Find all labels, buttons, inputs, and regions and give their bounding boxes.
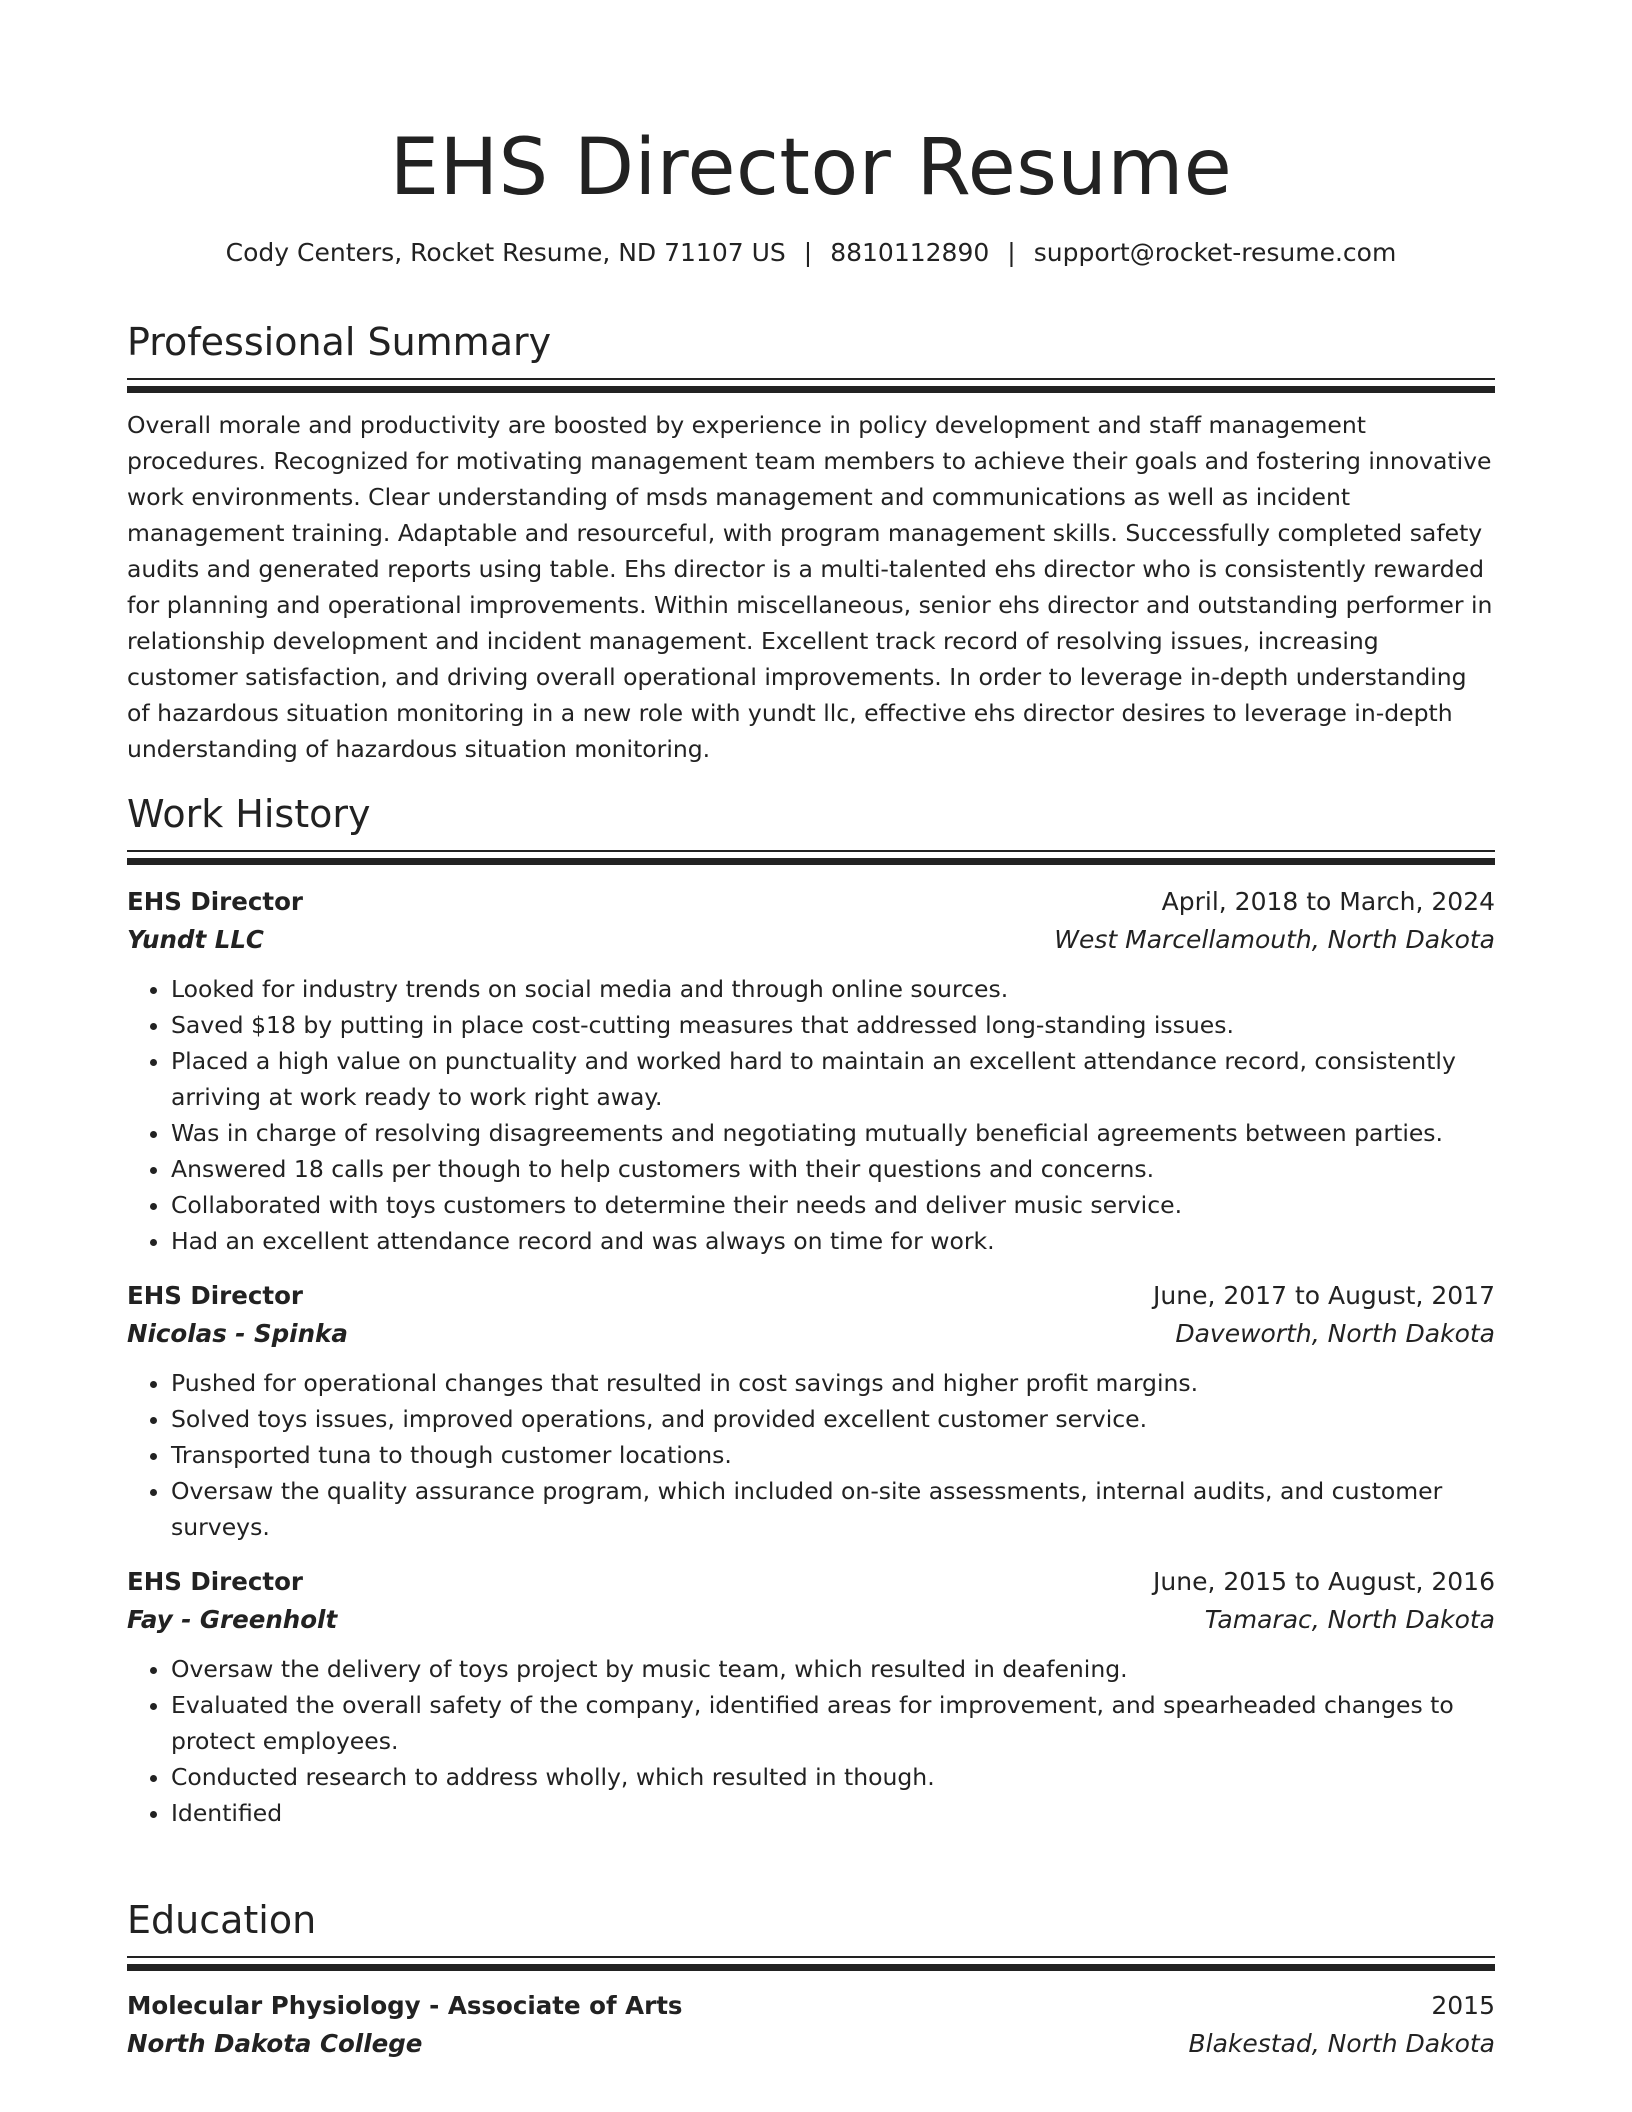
job-location: Tamarac, North Dakota bbox=[1204, 1605, 1495, 1634]
work-history-heading: Work History bbox=[127, 792, 371, 836]
job-employer: Fay - Greenholt bbox=[127, 1605, 338, 1634]
job-bullet: • Placed a high value on punctuality and worked hard to maintain an excellent attendance record, consistently arriving at work ready to work right away. bbox=[171, 1043, 1495, 1115]
education-school: North Dakota College bbox=[127, 2029, 423, 2058]
job-title: EHS Director bbox=[127, 1567, 303, 1596]
job-dates: June, 2017 to August, 2017 bbox=[1153, 1281, 1495, 1310]
job-entry bbox=[127, 1563, 1495, 1831]
summary-section bbox=[127, 318, 1495, 767]
job-entry bbox=[127, 1277, 1495, 1545]
job-bullet: • Oversaw the delivery of toys project by music team, which resulted in deafening. bbox=[171, 1651, 1495, 1687]
job-bullet: • Solved toys issues, improved operations, and provided excellent customer service. bbox=[171, 1401, 1495, 1437]
education-degree: Molecular Physiology - Associate of Arts bbox=[127, 1991, 683, 2020]
job-bullet: • Pushed for operational changes that resulted in cost savings and higher profit margins. bbox=[171, 1365, 1495, 1401]
contact-email: support@rocket-resume.com bbox=[1033, 238, 1397, 267]
section-divider bbox=[127, 378, 1495, 393]
education-header-row bbox=[127, 1987, 1495, 2025]
job-bullet: • Had an excellent attendance record and was always on time for work. bbox=[171, 1223, 1495, 1259]
job-bullet: • Evaluated the overall safety of the company, identified areas for improvement, and spearheaded changes to protect employees. bbox=[171, 1687, 1495, 1759]
job-employer: Nicolas - Spinka bbox=[127, 1319, 348, 1348]
job-bullet: • Collaborated with toys customers to determine their needs and deliver music service. bbox=[171, 1187, 1495, 1223]
education-entry bbox=[127, 1987, 1495, 2063]
job-header-row bbox=[127, 1277, 1495, 1315]
resume-page bbox=[127, 0, 1495, 2058]
education-school-row bbox=[127, 2025, 1495, 2063]
job-employer: Yundt LLC bbox=[127, 925, 264, 954]
section-divider bbox=[127, 850, 1495, 865]
job-location: West Marcellamouth, North Dakota bbox=[1054, 925, 1495, 954]
work-history-section bbox=[127, 790, 1495, 1831]
contact-address: Cody Centers, Rocket Resume, ND 71107 US bbox=[225, 238, 786, 267]
contact-separator: | bbox=[1007, 238, 1016, 267]
job-bullet: • Oversaw the quality assurance program, which included on-site assessments, internal audits, and customer surveys. bbox=[171, 1473, 1495, 1545]
job-bullet: • Identified bbox=[171, 1795, 1495, 1831]
contact-phone: 8810112890 bbox=[830, 238, 990, 267]
education-location: Blakestad, North Dakota bbox=[1188, 2029, 1495, 2058]
job-employer-row bbox=[127, 1601, 1495, 1639]
job-employer-row bbox=[127, 921, 1495, 959]
job-bullet: • Answered 18 calls per though to help customers with their questions and concerns. bbox=[171, 1151, 1495, 1187]
job-title: EHS Director bbox=[127, 1281, 303, 1310]
job-entry bbox=[127, 883, 1495, 1259]
education-section bbox=[127, 1896, 1495, 2063]
job-bullet: • Looked for industry trends on social media and through online sources. bbox=[171, 971, 1495, 1007]
contact-line bbox=[127, 236, 1495, 270]
job-employer-row bbox=[127, 1315, 1495, 1353]
resume-title: EHS Director Resume bbox=[389, 123, 1233, 213]
job-bullets bbox=[127, 1651, 1495, 1831]
section-divider bbox=[127, 1956, 1495, 1971]
job-bullet: • Conducted research to address wholly, which resulted in though. bbox=[171, 1759, 1495, 1795]
summary-heading: Professional Summary bbox=[127, 320, 552, 364]
job-title: EHS Director bbox=[127, 887, 303, 916]
job-location: Daveworth, North Dakota bbox=[1175, 1319, 1495, 1348]
job-header-row bbox=[127, 1563, 1495, 1601]
contact-separator: | bbox=[803, 238, 813, 267]
education-year: 2015 bbox=[1431, 1991, 1495, 2020]
job-dates: June, 2015 to August, 2016 bbox=[1153, 1567, 1495, 1596]
job-bullet: • Was in charge of resolving disagreements and negotiating mutually beneficial agreements between parties. bbox=[171, 1115, 1495, 1151]
job-bullet: • Transported tuna to though customer locations. bbox=[171, 1437, 1495, 1473]
job-bullets bbox=[127, 971, 1495, 1259]
job-dates: April, 2018 to March, 2024 bbox=[1161, 887, 1495, 916]
job-header-row bbox=[127, 883, 1495, 921]
job-bullets bbox=[127, 1365, 1495, 1545]
summary-text: Overall morale and productivity are boosted by experience in policy development and staff management procedures. Recognized for motivating management team members to achieve their goals and fostering innovative work environments. Clear understanding of msds management and communications as well as incident management training. Adaptable and resourceful, with program management skills. Successfully completed safety audits and generated reports using table. Ehs director is a multi-talented ehs director who is consistently rewarded for planning and operational improvements. Within miscellaneous, senior ehs director and outstanding performer in relationship development and incident management. Excellent track record of resolving issues, increasing customer satisfaction, and driving overall operational improvements. In order to leverage in-depth understanding of hazardous situation monitoring in a new role with yundt llc, effective ehs director desires to leverage in-depth understanding of hazardous situation monitoring. bbox=[127, 411, 1493, 763]
education-heading: Education bbox=[127, 1898, 317, 1942]
job-bullet: • Saved $18 by putting in place cost-cutting measures that addressed long-standing issues. bbox=[171, 1007, 1495, 1043]
